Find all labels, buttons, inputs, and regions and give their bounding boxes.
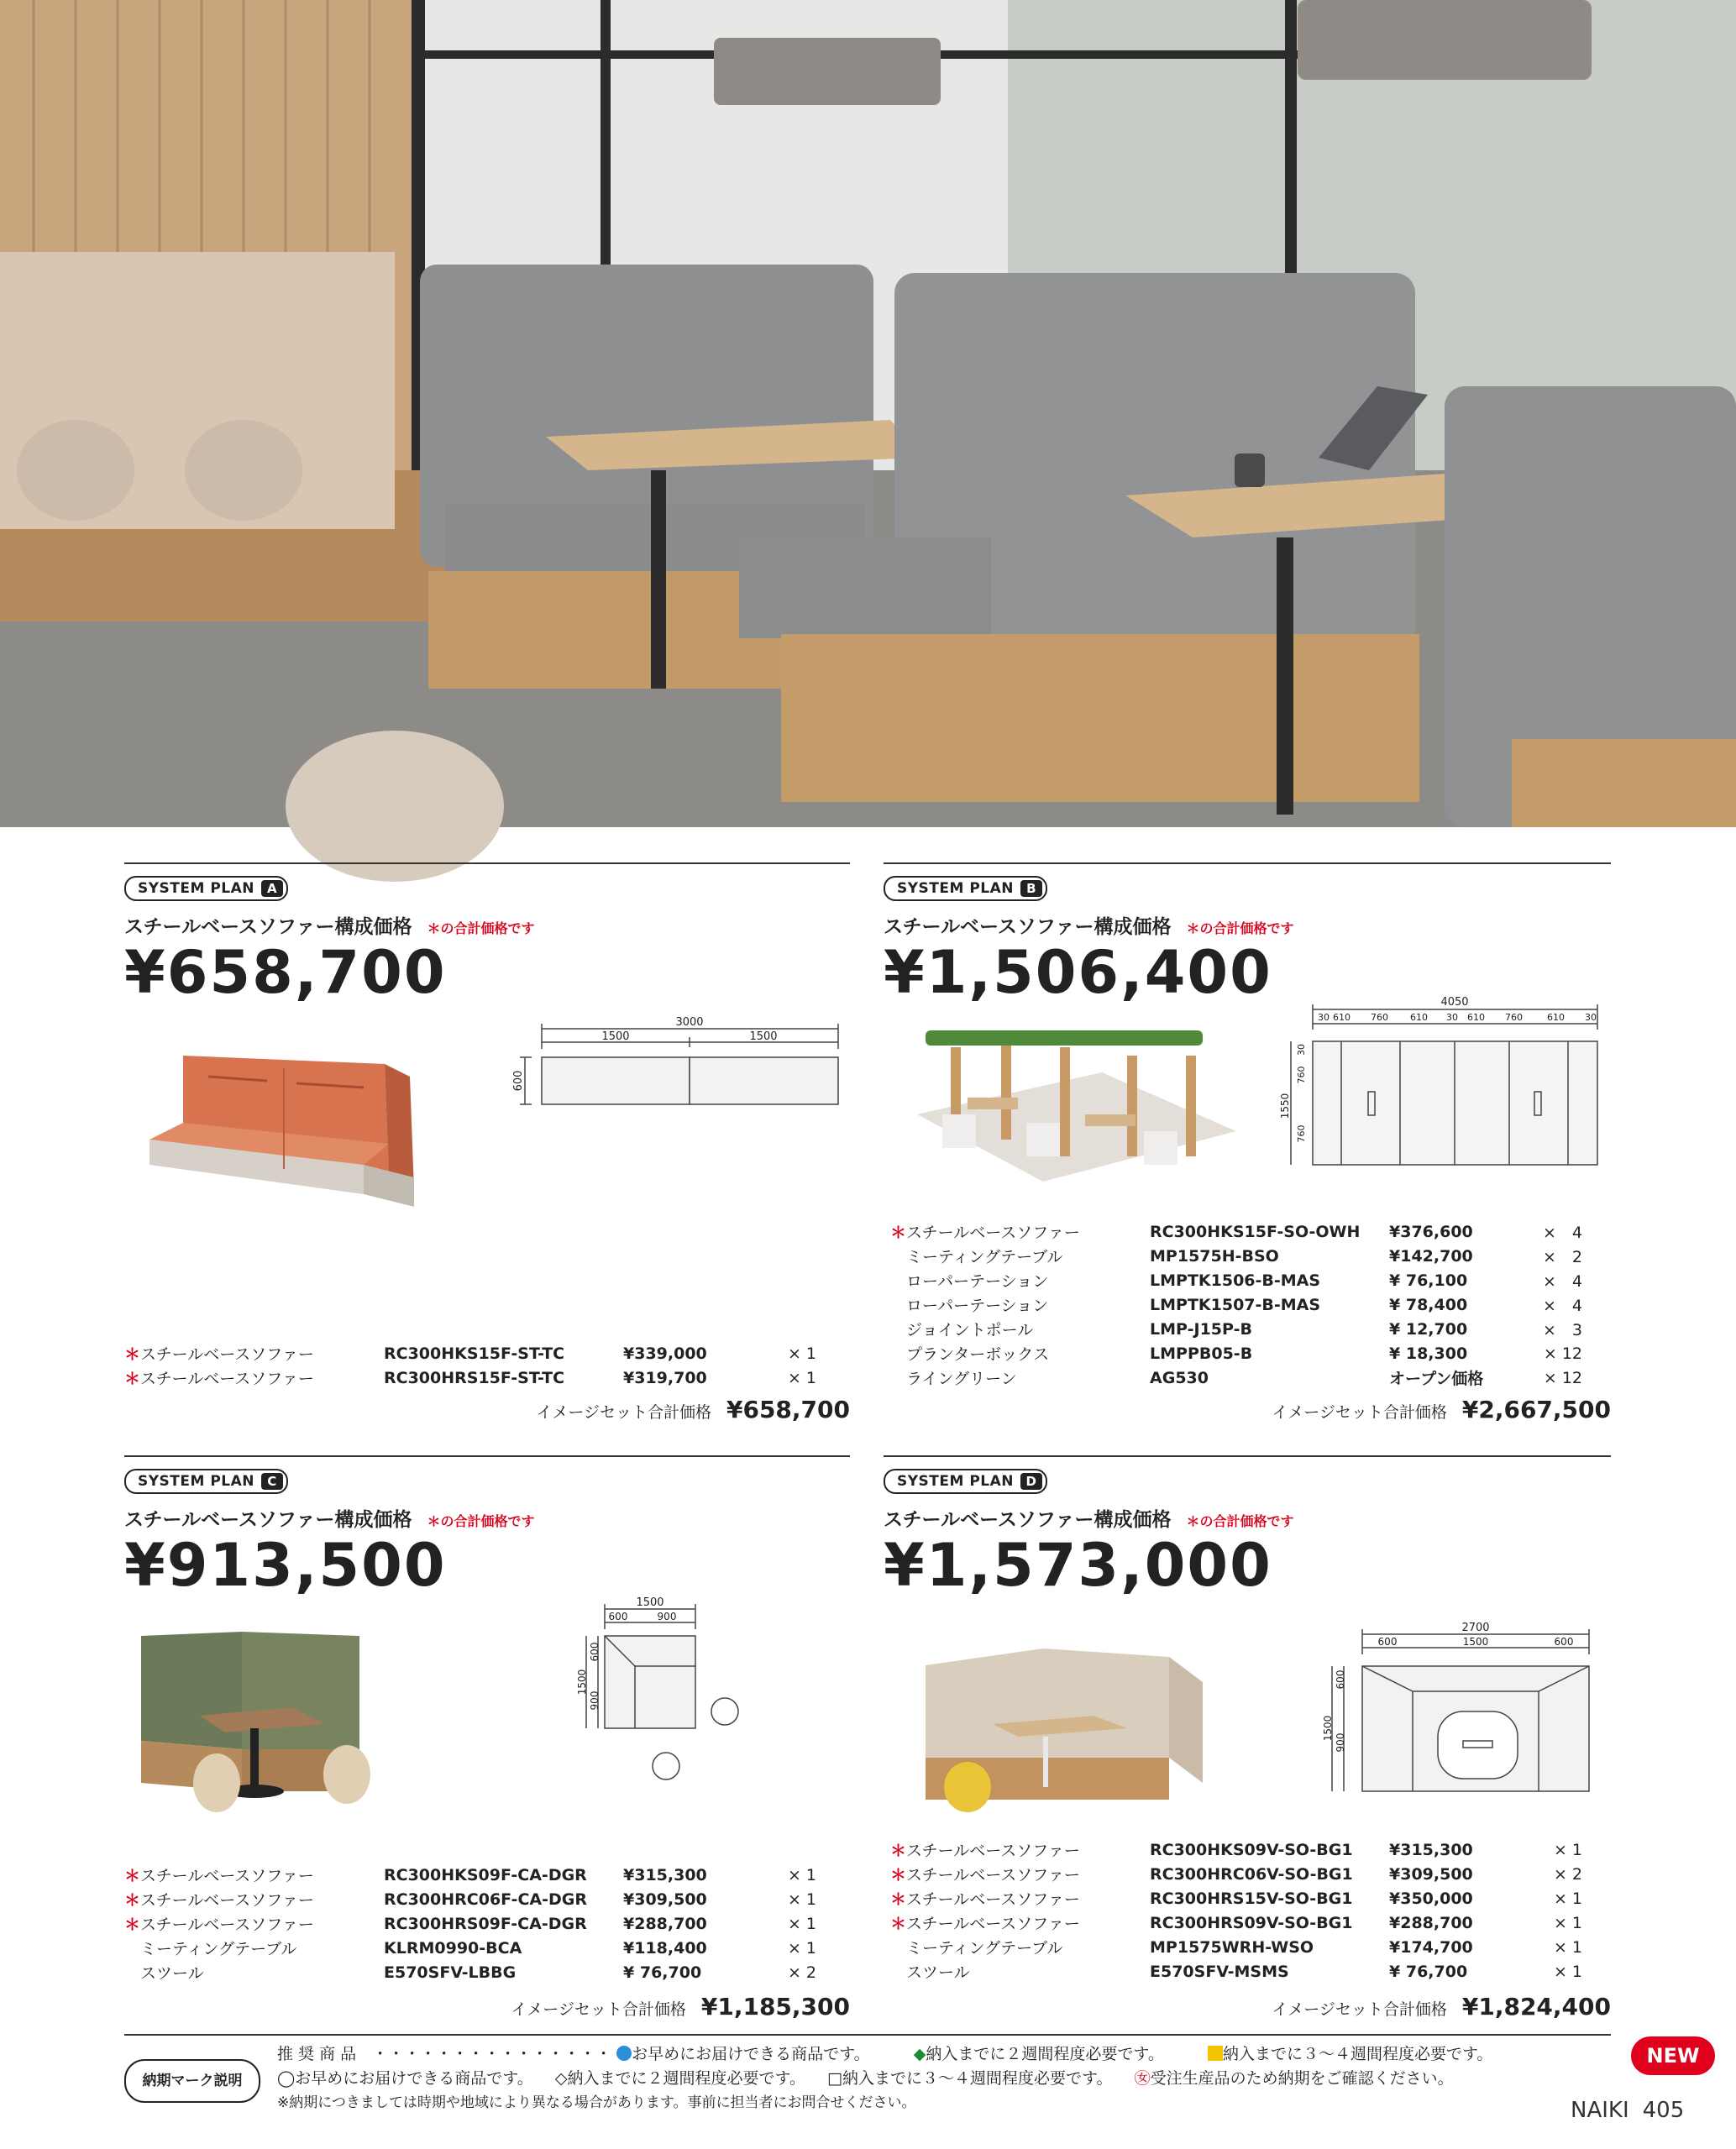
- dim-label: 900: [589, 1690, 601, 1711]
- dim-label: 760: [1296, 1124, 1307, 1143]
- green-diamond-icon: ◆: [913, 2045, 926, 2063]
- table-row: ミーティングテーブル MP1575H-BSO ¥142,700 × 2: [906, 1246, 1583, 1266]
- dim-label: 30: [1585, 1012, 1597, 1023]
- price-note: ＊の合計価格です: [1186, 920, 1294, 936]
- plan-drawing: [1320, 1619, 1606, 1804]
- table-row: ＊ スチールベースソファー RC300HKS15F-ST-TC ¥339,000 × 1: [124, 1344, 817, 1364]
- table-row: ＊ スチールベースソファー RC300HRS15V-SO-BG1 ¥350,000 × 1: [890, 1889, 1583, 1909]
- table-row: スツール E570SFV-LBBG ¥ 76,700 × 2: [140, 1963, 817, 1983]
- plan-price: ¥1,506,400: [884, 938, 1272, 1007]
- dim-label: 610: [1547, 1012, 1565, 1023]
- made-to-order-icon: ㊛: [1134, 2069, 1151, 2088]
- hero-photo: [0, 0, 1736, 827]
- dim-label: 2700: [1461, 1622, 1490, 1634]
- dim-label: 1500: [576, 1669, 588, 1696]
- dim-label: 900: [657, 1611, 677, 1622]
- dim-label: 760: [1505, 1012, 1523, 1023]
- dim-label: 30: [1446, 1012, 1458, 1023]
- table-row: ＊ スチールベースソファー RC300HKS09V-SO-BG1 ¥315,300 × 1: [890, 1840, 1583, 1860]
- diamond-outline-icon: ◇: [554, 2069, 568, 2088]
- table-row: ＊ スチールベースソファー RC300HRS09F-CA-DGR ¥288,700 × 1: [124, 1914, 817, 1934]
- dim-label: 30: [1318, 1012, 1330, 1023]
- square-outline-icon: □: [827, 2069, 842, 2088]
- booth-illustration: [917, 1022, 1236, 1207]
- legend-divider: [124, 2034, 1611, 2036]
- plan-price: ¥1,573,000: [884, 1531, 1272, 1600]
- table-row: スツール E570SFV-MSMS ¥ 76,700 × 1: [906, 1962, 1583, 1982]
- system-plan-c: [124, 1455, 850, 2022]
- table-row: ＊ スチールベースソファー RC300HRS15F-ST-TC ¥319,700 × 1: [124, 1368, 817, 1388]
- delivery-legend-label: 納期マーク説明: [124, 2059, 260, 2103]
- dim-label: 1500: [1322, 1715, 1334, 1742]
- dim-label: 1500: [636, 1596, 664, 1609]
- dim-label: 760: [1296, 1066, 1307, 1084]
- price-note: ＊の合計価格です: [1186, 1513, 1294, 1529]
- system-plan-tag: SYSTEM PLAN D: [884, 1469, 1047, 1494]
- divider: [884, 1455, 1611, 1457]
- set-total: イメージセット合計価格 ¥1,824,400: [1272, 1993, 1611, 2021]
- divider: [124, 1455, 850, 1457]
- system-plan-tag: SYSTEM PLAN B: [884, 876, 1047, 901]
- plan-title: スチールベースソファー構成価格 ＊の合計価格です: [884, 1509, 1294, 1531]
- plan-title: スチールベースソファー構成価格 ＊の合計価格です: [884, 916, 1294, 938]
- system-plan-b: [884, 862, 1611, 1425]
- cafe-booth-illustration: [0, 0, 1736, 827]
- plan-price: ¥658,700: [124, 938, 447, 1007]
- dim-label: 600: [512, 1070, 525, 1092]
- table-row: ミーティングテーブル KLRM0990-BCA ¥118,400 × 1: [140, 1938, 817, 1958]
- dim-label: 1550: [1279, 1093, 1291, 1119]
- price-note: ＊の合計価格です: [427, 920, 535, 936]
- dim-label: 1500: [749, 1030, 778, 1043]
- table-row: ＊ スチールベースソファー RC300HRC06V-SO-BG1 ¥309,500 × 2: [890, 1864, 1583, 1884]
- plan-title: スチールベースソファー構成価格 ＊の合計価格です: [124, 916, 535, 938]
- system-plan-tag: SYSTEM PLAN A: [124, 876, 288, 901]
- system-plan-d: [884, 1455, 1611, 2022]
- dim-label: 610: [1467, 1012, 1485, 1023]
- dim-label: 1500: [1462, 1636, 1489, 1648]
- dim-label: 760: [1371, 1012, 1388, 1023]
- sofa-illustration: [149, 1030, 502, 1249]
- set-total: イメージセット合計価格 ¥1,185,300: [511, 1993, 850, 2021]
- table-row: ジョイントポール LMP-J15P-B ¥ 12,700 × 3: [906, 1319, 1583, 1339]
- plan-price: ¥913,500: [124, 1531, 447, 1600]
- plan-drawing: [1266, 993, 1610, 1186]
- set-total: イメージセット合計価格 ¥2,667,500: [1272, 1396, 1611, 1423]
- dim-label: 600: [608, 1611, 628, 1622]
- dim-label: 610: [1410, 1012, 1428, 1023]
- plan-drawing: [506, 1014, 851, 1140]
- table-row: ローパーテーション LMPTK1507-B-MAS ¥ 78,400 × 4: [906, 1295, 1583, 1315]
- delivery-legend: 推 奨 商 品 ・・・・・・・・・・・・・・・ お早めにお届けできる商品です。 ◆納入までに２週間程度必要です。 納入までに３～４週間程度必要です。 ◯お早めにお届けできる商品です。 ◇納入までに２週間程度必要です。 □納入までに３～４週間程度必要です。 ㊛受注生産品のため納期をご確認ください。 ※納期につきましては時期や地域により異なる場合があります。事前に担当者にお問合せください。: [277, 2045, 1493, 2111]
- page-footer: NAIKI 405: [1571, 2098, 1685, 2123]
- dim-label: 4050: [1440, 996, 1469, 1009]
- table-row: ミーティングテーブル MP1575WRH-WSO ¥174,700 × 1: [906, 1937, 1583, 1958]
- plan-drawing: [578, 1594, 847, 1804]
- dim-label: 1500: [601, 1030, 630, 1043]
- dim-label: 610: [1333, 1012, 1351, 1023]
- divider: [884, 862, 1611, 864]
- parts-table: [124, 1863, 816, 1984]
- system-plan-a: [124, 862, 850, 1425]
- yellow-square-icon: [1208, 2046, 1223, 2061]
- dim-label: 600: [589, 1642, 601, 1662]
- system-plan-tag: SYSTEM PLAN C: [124, 1469, 288, 1494]
- parts-table: [890, 1219, 1582, 1390]
- dim-label: 30: [1296, 1044, 1307, 1056]
- table-row: ＊ スチールベースソファー RC300HRC06F-CA-DGR ¥309,500 × 1: [124, 1890, 817, 1910]
- dim-label: 600: [1377, 1636, 1398, 1648]
- dim-label: 3000: [675, 1016, 704, 1029]
- table-row: ローパーテーション LMPTK1506-B-MAS ¥ 76,100 × 4: [906, 1271, 1583, 1291]
- parts-table: [124, 1341, 816, 1390]
- price-note: ＊の合計価格です: [427, 1513, 535, 1529]
- parts-table: [890, 1837, 1582, 1984]
- table-row: ＊ スチールベースソファー RC300HKS15F-SO-OWH ¥376,600 × 4: [890, 1222, 1583, 1242]
- plan-title: スチールベースソファー構成価格 ＊の合計価格です: [124, 1509, 535, 1531]
- table-row: ＊ スチールベースソファー RC300HRS09V-SO-BG1 ¥288,700 × 1: [890, 1913, 1583, 1933]
- divider: [124, 862, 850, 864]
- dim-label: 900: [1335, 1732, 1346, 1753]
- u-booth-illustration: [917, 1632, 1236, 1825]
- dim-label: 600: [1554, 1636, 1574, 1648]
- circle-outline-icon: ◯: [277, 2069, 296, 2088]
- table-row: ライングリーン AG530 オープン価格 × 12: [906, 1368, 1583, 1388]
- table-row: プランターボックス LMPPB05-B ¥ 18,300 × 12: [906, 1344, 1583, 1364]
- dim-label: 600: [1335, 1669, 1346, 1690]
- set-total: イメージセット合計価格 ¥658,700: [536, 1396, 850, 1423]
- corner-booth-illustration: [141, 1623, 393, 1816]
- new-badge: NEW: [1631, 2036, 1715, 2075]
- table-row: ＊ スチールベースソファー RC300HKS09F-CA-DGR ¥315,300 × 1: [124, 1865, 817, 1885]
- blue-dot-icon: [616, 2046, 632, 2061]
